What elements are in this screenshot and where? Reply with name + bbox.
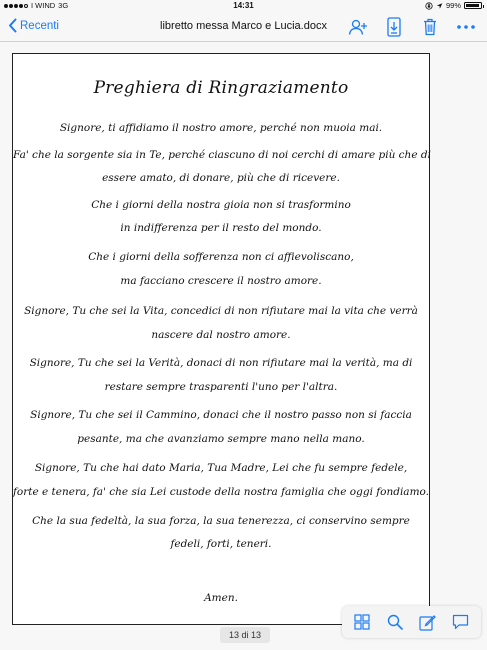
rotation-lock-icon <box>425 2 433 10</box>
text-line: Che la sua fedeltà, la sua forza, la sua tenerezza, ci conservino sempre <box>32 515 410 527</box>
comment-icon <box>452 614 469 630</box>
text-line: Signore, Tu che sei la Verità, donaci di non rifiutare mai la verità, ma di <box>29 357 413 369</box>
text-line: Che i giorni della nostra gioia non si trasformino <box>91 199 351 211</box>
text-line: Signore, Tu che hai dato Maria, Tua Madre, Lei che fu sempre fedele, <box>34 462 408 474</box>
document-content <box>13 54 429 624</box>
text-line: Amen. <box>204 592 238 604</box>
text-line: ma facciano crescere il nostro amore. <box>120 275 322 287</box>
more-button[interactable] <box>455 17 477 37</box>
network-label: 3G <box>58 1 69 10</box>
back-label: Recenti <box>20 19 59 32</box>
text-line: in indifferenza per il resto del mondo. <box>120 222 322 234</box>
text-line: Signore, ti affidiamo il nostro amore, perché non muoia mai. <box>59 122 383 134</box>
thumbnails-button[interactable] <box>350 610 374 634</box>
battery-icon <box>464 2 482 9</box>
text-line: Fa' che la sorgente sia in Te, perché ciascuno di noi cerchi di amare più che di <box>13 149 431 161</box>
grid-icon <box>354 614 370 630</box>
edit-button[interactable] <box>416 610 440 634</box>
text-line: restare sempre trasparenti l'uno per l'altra. <box>104 381 338 393</box>
battery-percent: 99% <box>445 1 461 10</box>
search-button[interactable] <box>383 610 407 634</box>
document-title: libretto messa Marco e Lucia.docx <box>160 20 327 32</box>
location-icon <box>436 2 443 10</box>
nav-actions <box>347 17 477 37</box>
download-icon <box>387 17 401 37</box>
carrier-label: I WIND <box>31 1 56 10</box>
trash-icon <box>423 18 437 36</box>
trash-button[interactable] <box>419 17 441 37</box>
text-line: fedeli, forti, teneri. <box>170 538 272 550</box>
edit-icon <box>419 614 436 631</box>
text-line: Che i giorni della sofferenza non ci affievoliscano, <box>88 251 354 263</box>
text-line: essere amato, di donare, più che di ricevere. <box>102 172 340 184</box>
add-person-icon <box>348 18 368 36</box>
download-button[interactable] <box>383 17 405 37</box>
floating-toolbar <box>342 606 481 638</box>
status-bar <box>0 0 487 12</box>
text-line: Signore, Tu che sei la Vita, concedici di non rifiutare mai la vita che verrà <box>24 305 418 317</box>
nav-bar <box>0 12 487 42</box>
comment-button[interactable] <box>449 610 473 634</box>
document-page[interactable] <box>12 53 430 625</box>
text-line: forte e tenera, fa' che sia Lei custode della nostra famiglia che oggi fondiamo. <box>13 486 430 498</box>
status-right <box>425 1 482 10</box>
add-person-button[interactable] <box>347 17 369 37</box>
text-line: Signore, Tu che sei il Cammino, donaci che il nostro passo non si faccia <box>30 409 412 421</box>
more-icon <box>456 24 476 30</box>
chevron-left-icon <box>8 18 17 33</box>
back-button[interactable] <box>8 18 59 33</box>
search-icon <box>387 614 403 630</box>
text-line: nascere dal nostro amore. <box>151 329 291 341</box>
prayer-title: Preghiera di Ringraziamento <box>93 78 349 98</box>
page-indicator: 13 di 13 <box>220 627 270 643</box>
status-time: 14:31 <box>233 1 254 10</box>
text-line: pesante, ma che avanziamo sempre mano nella mano. <box>77 433 365 445</box>
